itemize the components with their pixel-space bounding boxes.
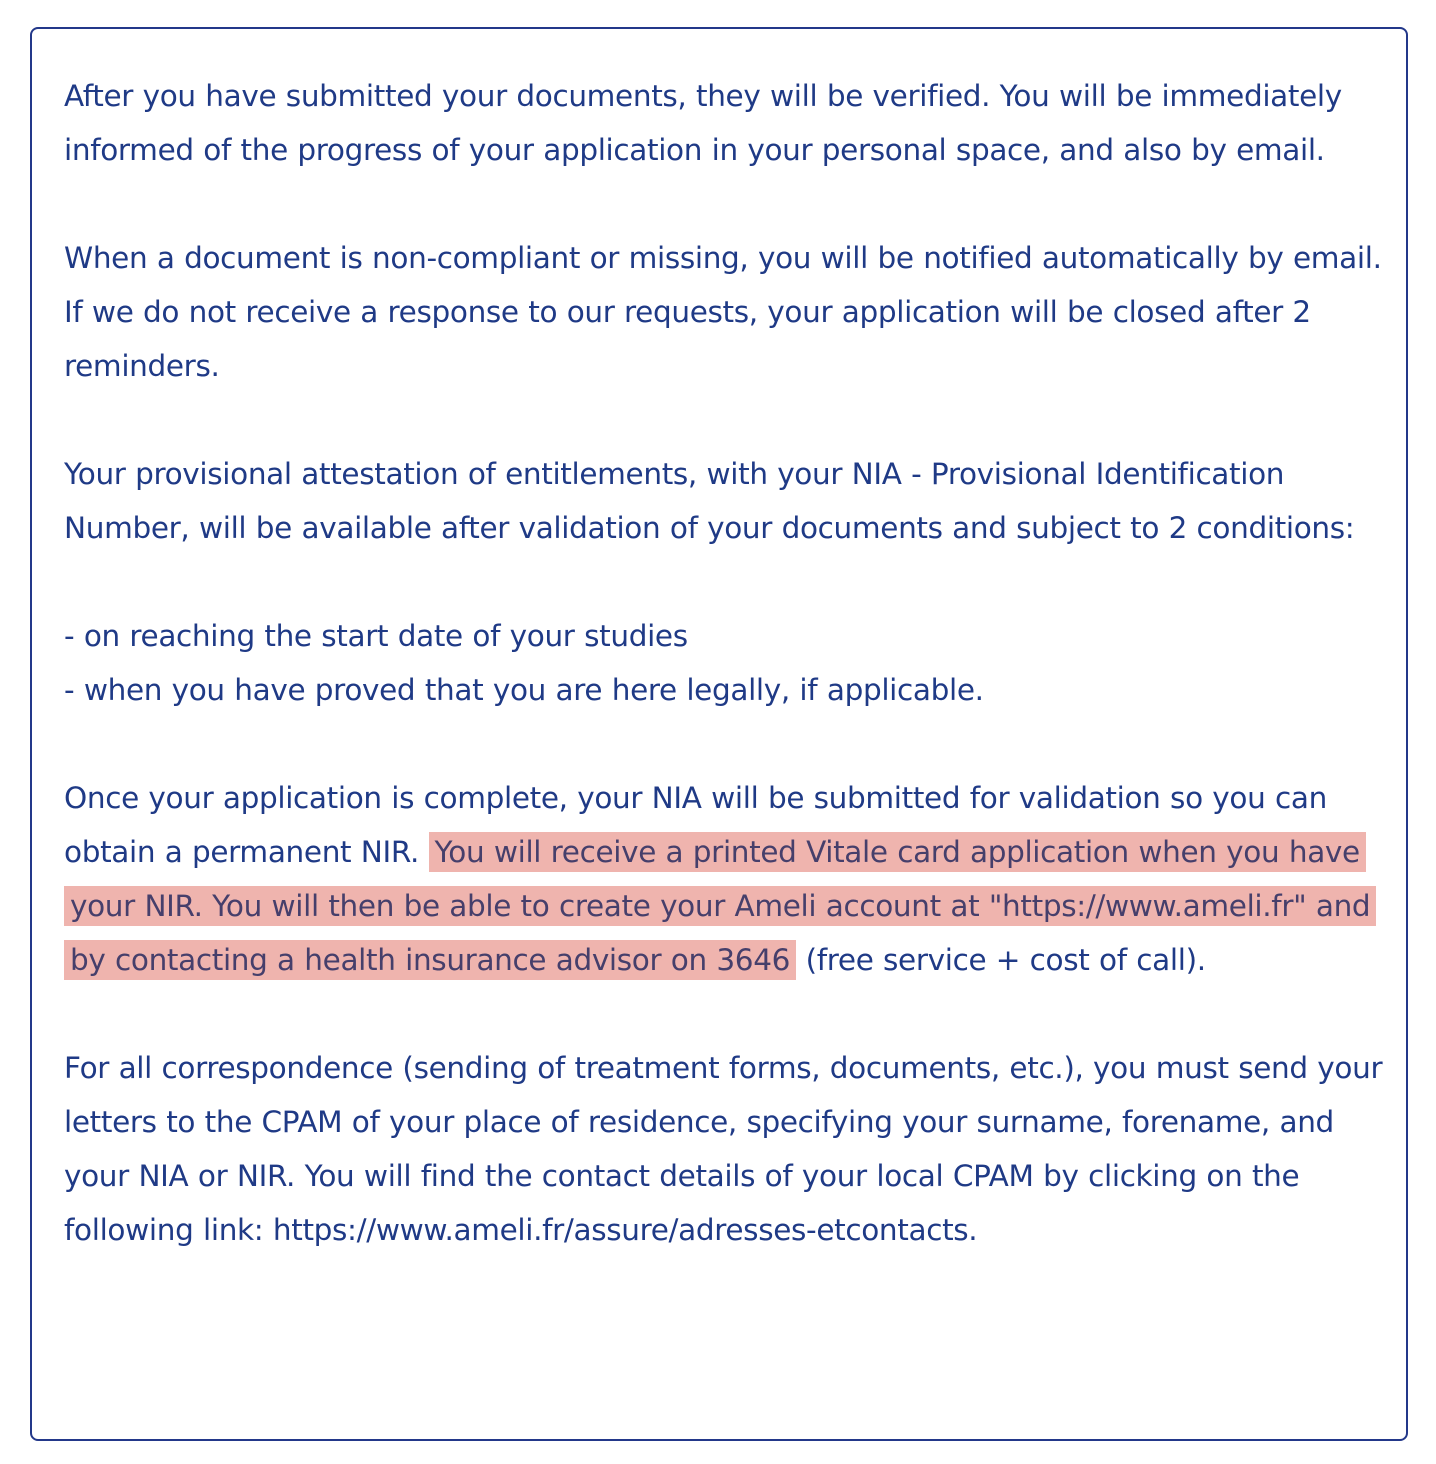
nir-text-before: Once your application is complete, your NIA will be submitted for validation so you can obtain a permanent NIR. [64,781,1327,869]
correspondence-paragraph: For all correspondence (sending of treatment forms, documents, etc.), you must send your letters to the CPAM of your place of residence, specifying your surname, forename, and your NIA or NIR. You will find the contact details of your local CPAM by clicking on the following link: https://www.ameli.fr/assure/adresses-etcontacts. [64,1051,1383,1247]
missing-document-paragraph: When a document is non-compliant or missing, you will be notified automatically by email. If we do not receive a response to our requests, your application will be closed after 2 reminders. [64,241,1382,383]
info-panel [30,27,1408,1441]
nir-paragraph [64,771,1386,987]
list-item: - on reaching the start date of your studies [64,619,688,653]
list-item: - when you have proved that you are here legally, if applicable. [64,673,984,707]
highlighted-text: You will receive a printed Vitale card application when you have your NIR. You will then be able to create your Ameli account at "https://www.ameli.fr" and by contacting a health insurance advisor on 3646 [64,832,1376,980]
attestation-paragraph: Your provisional attestation of entitlements, with your NIA - Provisional Identification Number, will be available after validation of your documents and subject to 2 conditions: [64,457,1355,545]
nir-text-after: (free service + cost of call). [796,943,1206,977]
conditions-list [64,609,1386,717]
verification-paragraph: After you have submitted your documents, they will be verified. You will be immediately informed of the progress of your application in your personal space, and also by email. [64,79,1342,167]
